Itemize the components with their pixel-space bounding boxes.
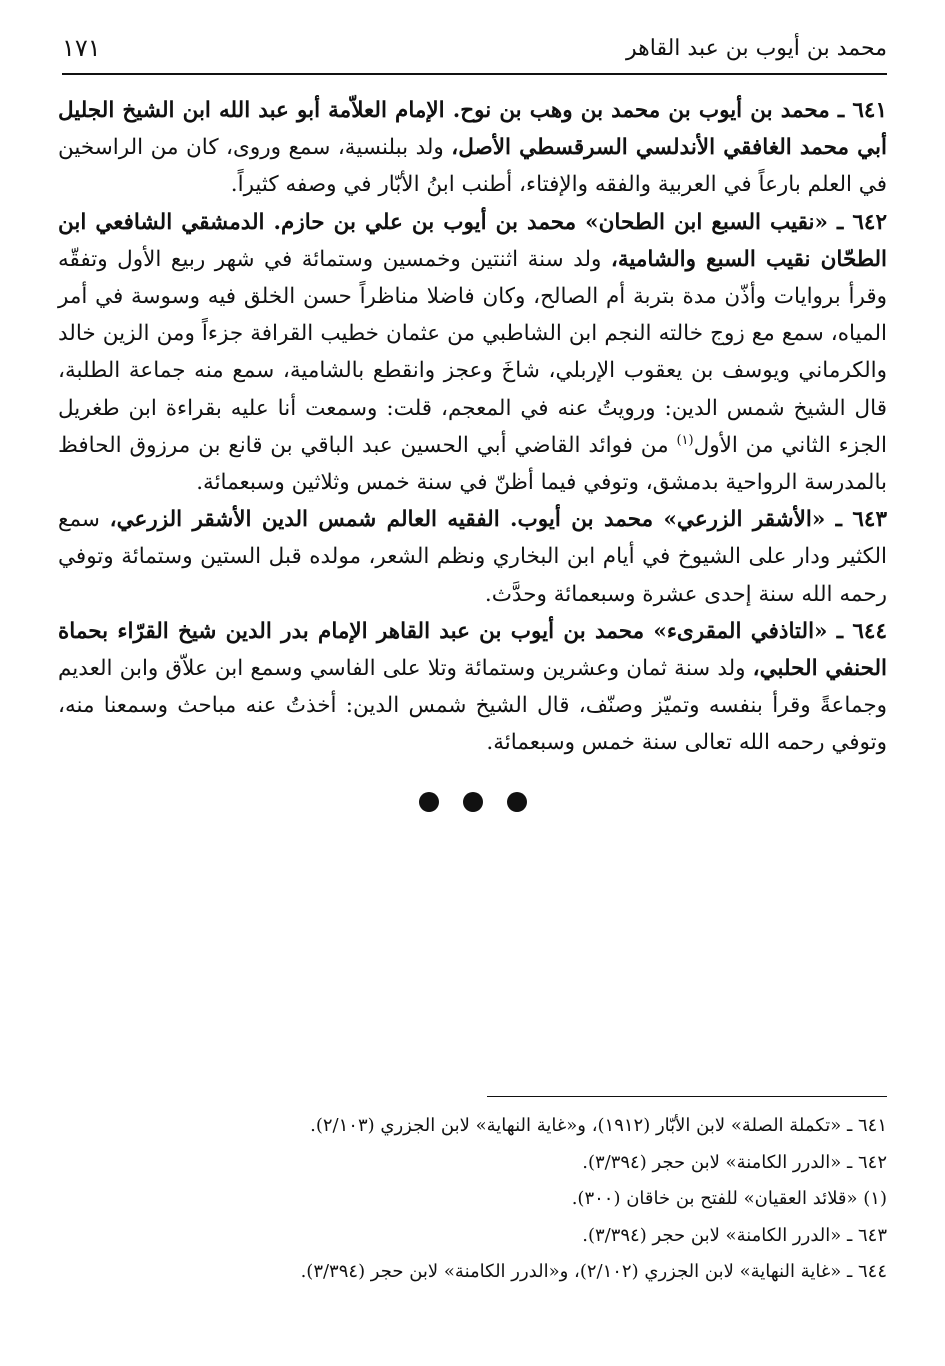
ornament-dot [463, 792, 483, 812]
entry-text: ولد سنة اثنتين وخمسين وستمائة في شهر ربيع الأول وتفقّه وقرأ بروايات وأذّن مدة بتربة أم الصالح، وكان فاضلا مناظراً حسن الخلق فيه وسوسة في أمر المياه، سمع مع زوج خالته النجم ابن الشاطبي من عثمان خطيب القرافة جزءاً ومن الزين خالد والكرماني ويوسف بن يعقوب الإربلي، شاخَ وعجز وانقطع بالشامية، سمع منه جماعة الطلبة، قال الشيخ شمس الدين: ورويتُ عنه في المعجم، قلت: وسمعت أنا عليه بقراءة ابن طغريل الجزء الثاني من الأول [58, 246, 888, 458]
ornament-dot [419, 792, 439, 812]
entry-text: سمع الكثير ودار على الشيوخ في أيام ابن البخاري ونظم الشعر، مولده قبل الستين وستمائة وتوفي رحمه الله سنة إحدى عشرة وسبعمائة وحدَّث. [58, 507, 887, 607]
footnote-item: ٦٤١ ـ «تكملة الصلة» لابن الأبّار (١٩١٢)، و«غاية النهاية» لابن الجزري (٢/١٠٣). [310, 1115, 887, 1136]
entry-heading: ٦٤٤ ـ «التاذفي المقرىء» محمد بن أيوب بن عبد القاهر الإمام بدر الدين شيخ القرّاء بحماة الحنفي الحلبي، [58, 618, 888, 682]
entry-643 [58, 501, 887, 613]
footnote-item: (١) «قلائد العقيان» للفتح بن خاقان (٣٠٠). [571, 1188, 887, 1209]
footnote-item: ٦٤٢ ـ «الدرر الكامنة» لابن حجر (٣/٣٩٤). [582, 1151, 887, 1173]
entry-642 [58, 204, 887, 502]
entry-heading: ٦٤٣ ـ «الأشقر الزرعي» محمد بن أيوب. الفقيه العالم شمس الدين الأشقر الزرعي، [109, 507, 887, 533]
header-divider [62, 73, 887, 75]
entry-text: ولد سنة ثمان وعشرين وستمائة وتلا على الفاسي وسمع ابن علاّق وابن العديم وجماعةً وقرأ بنفسه وتميّز وصنّف، قال الشيخ شمس الدين: أخذتُ عنه مباحث وسمعنا منه، وتوفي رحمه الله تعالى سنة خمس وسبعمائة. [58, 656, 887, 756]
footnote-item: ٦٤٤ ـ «غاية النهاية» لابن الجزري (٢/١٠٢)، و«الدرر الكامنة» لابن حجر (٣/٣٩٤). [300, 1261, 887, 1282]
section-end-ornament [0, 792, 945, 816]
page-number: ١٧١ [62, 34, 101, 62]
entry-heading: ٦٤٢ ـ «نقيب السبع ابن الطحان» محمد بن أيوب بن علي بن حازم. الدمشقي الشافعي ابن الطحّان نقيب السبع والشامية، [58, 209, 887, 272]
running-header [62, 30, 887, 74]
entry-641 [58, 92, 887, 204]
footnote-marker[interactable]: (١) [676, 432, 694, 448]
running-title: محمد بن أيوب بن عبد القاهر [626, 36, 887, 61]
footnote-item: ٦٤٣ ـ «الدرر الكامنة» لابن حجر (٣/٣٩٤). [582, 1224, 887, 1246]
footnote-divider [487, 1096, 887, 1097]
main-text [58, 92, 887, 762]
entry-text: ولد ببلنسية، سمع وروى، كان من الراسخين في العلم بارعاً في العربية والفقه والإفتاء، أطنب ابنُ الأبّار في وصفه كثيراً. [58, 135, 887, 198]
entry-text: من فوائد القاضي أبي الحسين عبد الباقي بن قانع بن مرزوق الحافظ بالمدرسة الرواحية بدمشق، وتوفي فيما أظنّ في سنة خمس وثلاثين وسبعمائة. [58, 432, 887, 496]
ornament-dot [507, 792, 527, 812]
entry-644 [58, 613, 887, 762]
entry-heading: ٦٤١ ـ محمد بن أيوب بن محمد بن وهب بن نوح. الإمام العلاّمة أبو عبد الله ابن الشيخ الجليل أبي محمد الغافقي الأندلسي السرقسطي الأصل، [58, 98, 888, 161]
footnotes [60, 1108, 887, 1291]
